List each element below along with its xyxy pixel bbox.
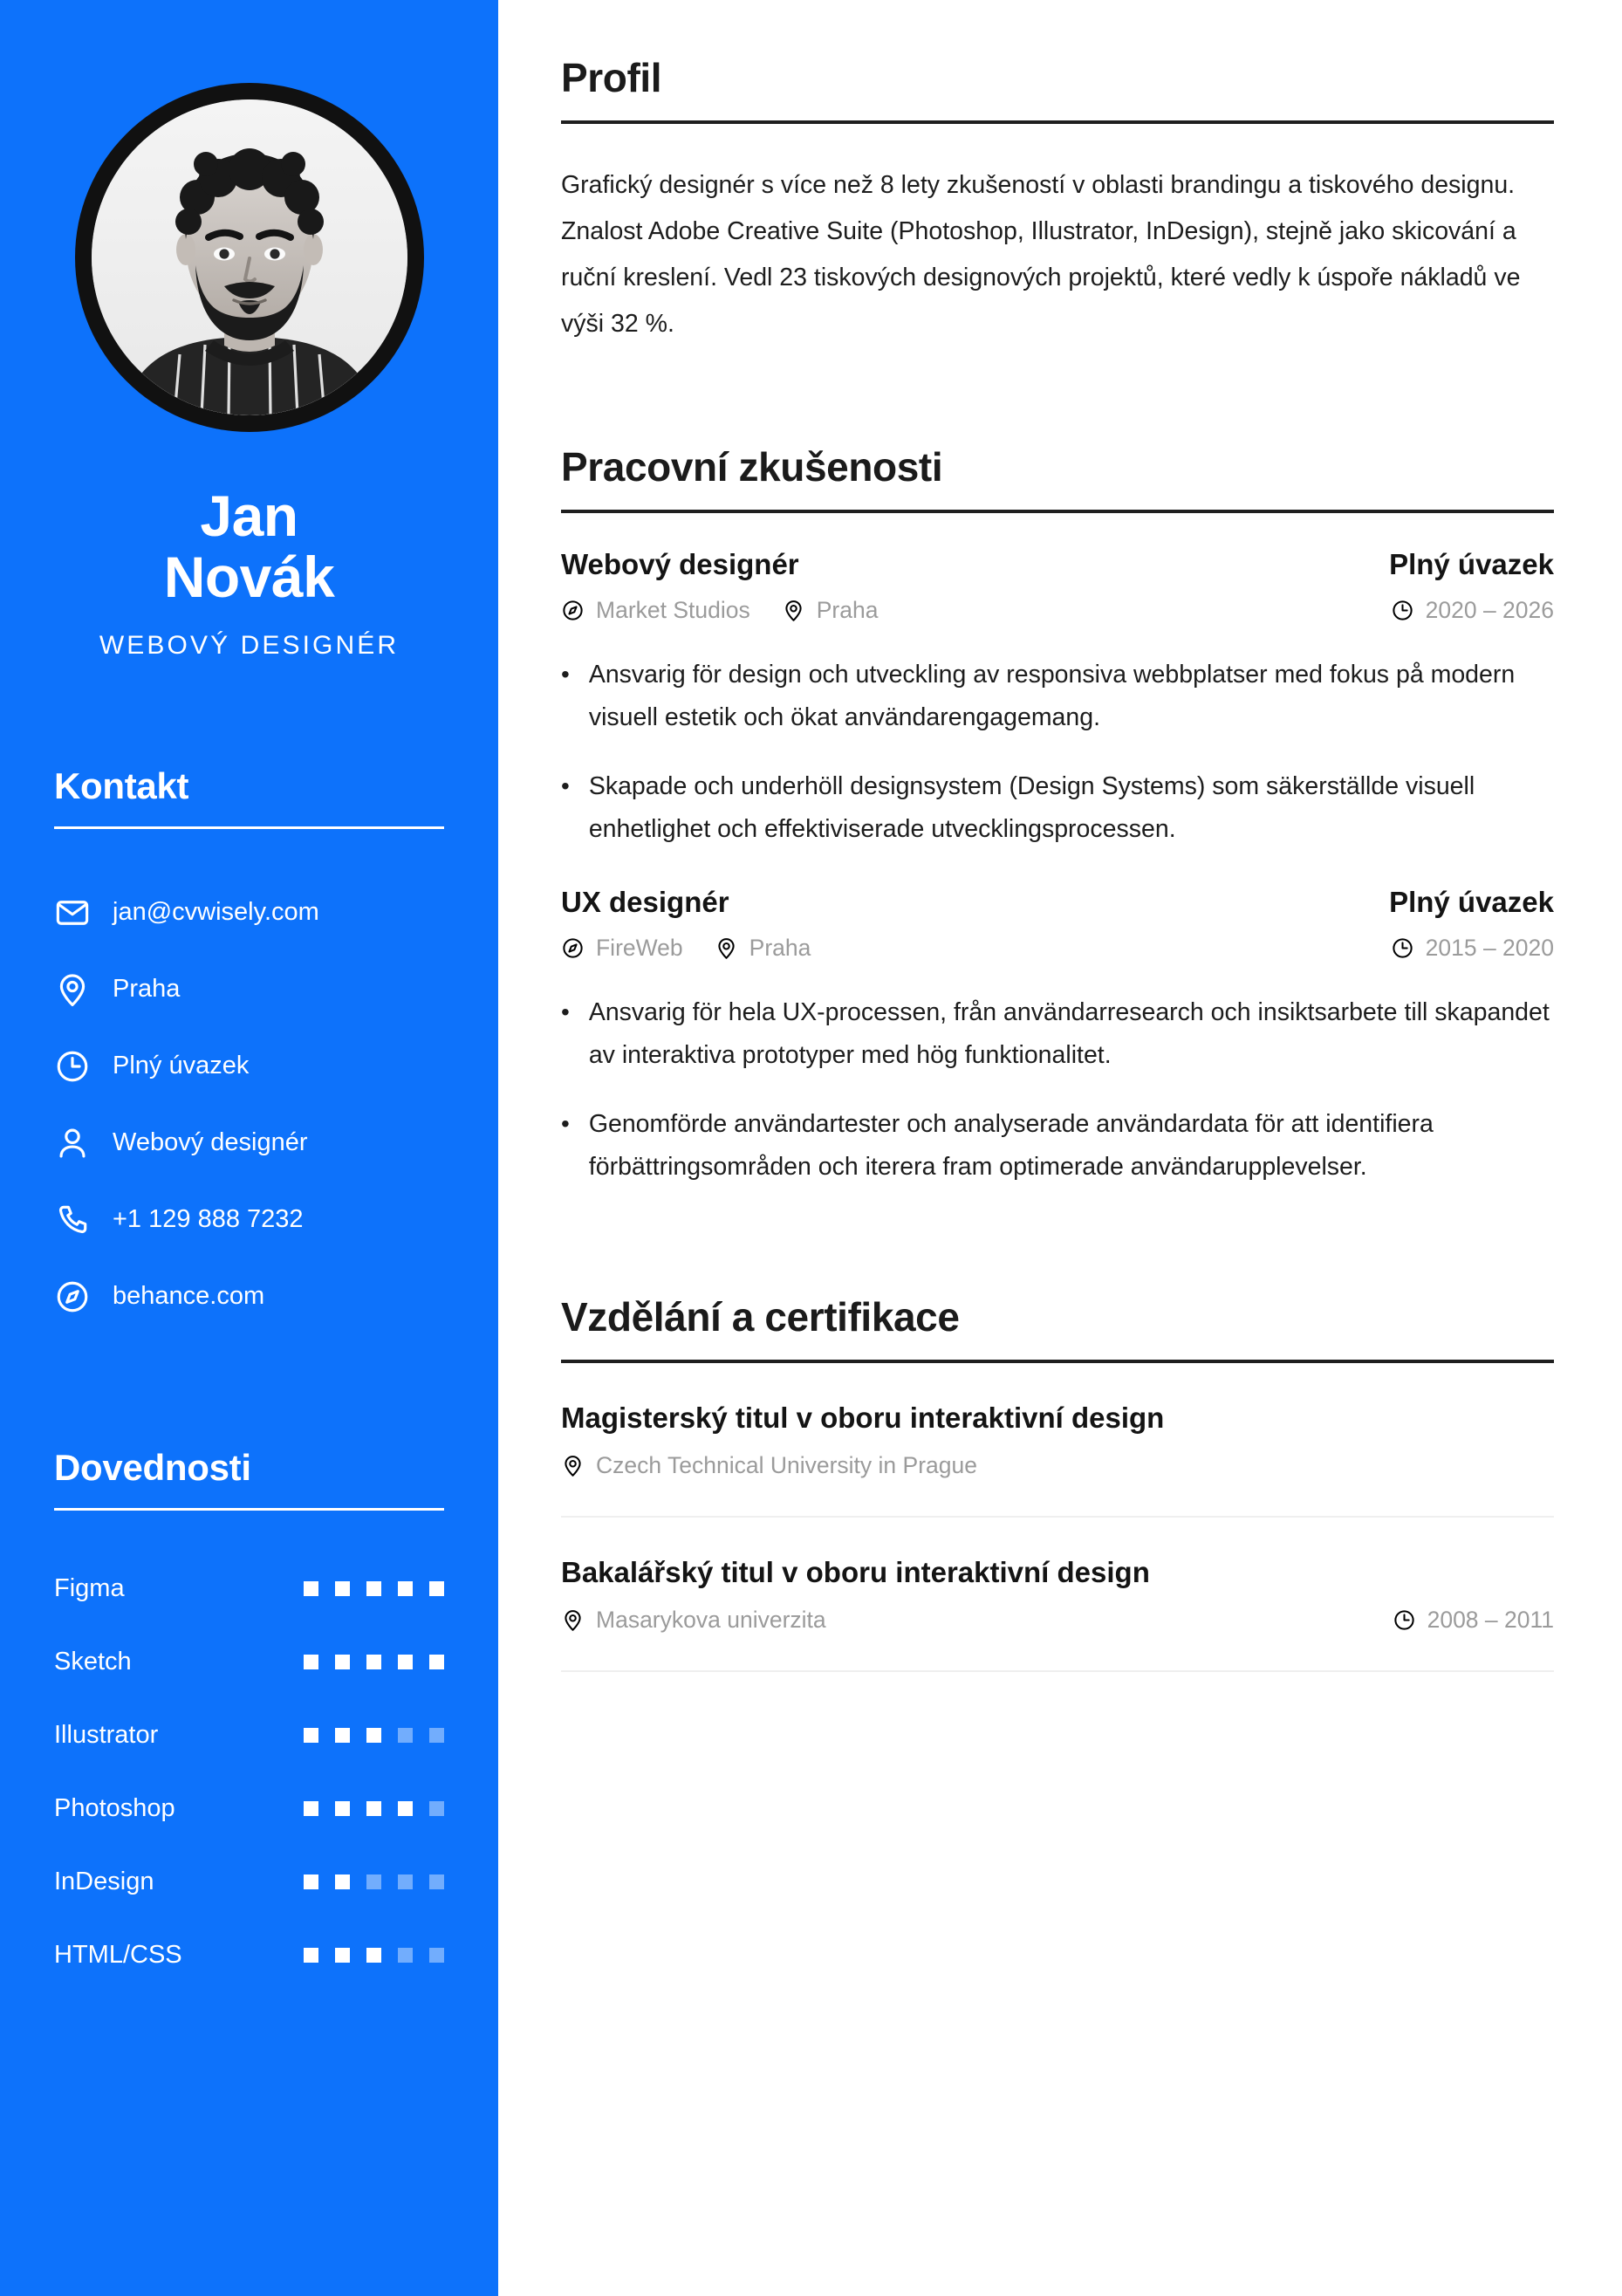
job-bullet [561,991,1554,1077]
skill-level-dot [335,1801,350,1816]
bullet-text: Ansvarig för design och utveckling av responsiva webbplatser med fokus på modern visuell estetik och ökat användarengagemang. [588,661,1516,732]
job-role: Webový designér [561,548,799,580]
skill-level-dot [398,1948,413,1963]
education-institution [561,1607,826,1634]
skill-item [54,1919,444,1992]
skill-name: InDesign [54,1868,154,1896]
skill-item [54,1772,444,1846]
job-meta-left [561,597,878,624]
education-title: Magisterský titul v oboru interaktivní design [561,1402,1165,1435]
job-company [561,935,683,962]
skill-level-dot [398,1728,413,1743]
contact-item[interactable] [54,1258,444,1335]
job-bullets [561,991,1554,1189]
headline-job-title: WEBOVÝ DESIGNÉR [99,630,400,660]
skill-item [54,1626,444,1699]
skill-item [54,1846,444,1919]
skill-item [54,1552,444,1626]
skill-name: Photoshop [54,1794,175,1823]
education-divider [561,1360,1554,1363]
job-company-name: FireWeb [596,935,683,962]
compass-icon [54,1278,91,1315]
skill-name: Figma [54,1574,125,1603]
compass-icon [561,936,585,960]
job-location-name: Praha [749,935,811,962]
skills-divider [54,1508,444,1511]
compass-icon [54,1278,91,1315]
bullet-marker: • [561,1110,570,1138]
profile-section [561,54,1554,347]
compass-icon [561,599,585,622]
skill-level-dot [335,1728,350,1743]
profile-divider [561,120,1554,124]
skill-level-dot [304,1874,318,1889]
location-icon [782,599,805,622]
skill-level-dot [335,1948,350,1963]
skill-rating [304,1655,444,1669]
job-employment-type: Plný úvazek [1389,886,1554,919]
avatar [92,99,407,415]
skill-item [54,1699,444,1772]
skill-level-dot [304,1581,318,1596]
skill-level-dot [398,1581,413,1596]
profile-text: Grafický designér s více než 8 lety zkušeností v oblasti brandingu a tiskového designu. Znalost Adobe Creative Suite (Photoshop, Illustrator, InDesign), stejně jako skicování a ruční kreslení. Vedl 23 tiskových designových projektů, které vedly k úspoře nákladů ve výši 32 %. [561,171,1521,338]
job-bullet [561,654,1554,739]
skills-list [54,1552,444,1992]
skill-level-dot [304,1948,318,1963]
job-company-name: Market Studios [596,597,750,623]
job-date-range: 2020 – 2026 [1425,597,1554,623]
contact-value: behance.com [113,1282,265,1311]
first-name: Jan [200,483,298,548]
job-location [782,597,879,624]
job-bullet [561,1103,1554,1189]
clock-icon [1391,599,1414,622]
education-item [561,1556,1554,1672]
skill-level-dot [304,1801,318,1816]
phone-icon [54,1202,91,1238]
skill-level-dot [335,1874,350,1889]
job-header [561,548,1554,581]
skills-heading: Dovednosti [54,1446,251,1488]
job-bullet [561,765,1554,851]
skill-rating [304,1728,444,1743]
skill-level-dot [366,1801,381,1816]
skill-level-dot [398,1874,413,1889]
experience-item [561,886,1554,1189]
location-icon [54,971,91,1008]
job-role: UX designér [561,886,729,919]
contact-value: Praha [113,975,181,1004]
location-icon [715,936,738,960]
bullet-marker: • [561,998,570,1026]
skill-level-dot [335,1581,350,1596]
job-company [561,597,750,624]
mail-icon [54,894,91,931]
experience-item [561,548,1554,851]
skill-level-dot [429,1948,444,1963]
contact-item[interactable] [54,1028,444,1105]
education-institution-name: Czech Technical University in Prague [596,1452,977,1479]
contact-divider [54,826,444,829]
name-block [54,483,444,661]
bullet-marker: • [561,772,570,800]
contact-item[interactable] [54,1182,444,1258]
education-meta [561,1607,1554,1634]
skill-level-dot [398,1801,413,1816]
skill-level-dot [429,1655,444,1669]
clock-icon [54,1048,91,1085]
education-item [561,1402,1554,1518]
contact-value: Plný úvazek [113,1052,250,1080]
person-icon [54,1125,91,1162]
education-section [561,1293,1554,1672]
education-institution-name: Masarykova univerzita [596,1607,826,1634]
skill-name: Illustrator [54,1721,159,1750]
portrait-photo [92,99,407,415]
skill-rating [304,1948,444,1963]
skill-level-dot [366,1728,381,1743]
job-date-range: 2015 – 2020 [1425,935,1554,962]
skill-level-dot [366,1655,381,1669]
skill-rating [304,1801,444,1816]
mail-icon [54,894,91,931]
sidebar [0,0,498,2296]
clock-icon [1393,1608,1416,1632]
contact-item[interactable] [54,874,444,951]
contact-list [54,874,444,1335]
skill-name: HTML/CSS [54,1941,182,1970]
skill-level-dot [335,1655,350,1669]
education-date-range: 2008 – 2011 [1427,1607,1554,1634]
education-item-divider [561,1516,1554,1518]
location-icon [561,1608,585,1632]
person-icon [54,1125,91,1162]
job-employment-type: Plný úvazek [1389,548,1554,580]
job-dates [1391,935,1554,962]
skill-level-dot [304,1728,318,1743]
skill-rating [304,1581,444,1596]
education-item-divider [561,1670,1554,1672]
phone-icon [54,1202,91,1238]
skill-level-dot [429,1581,444,1596]
bullet-text: Ansvarig för hela UX-processen, från användarresearch och insiktsarbete till skapandet av interaktiva prototyper med hög funktionalitet. [588,998,1550,1070]
contact-item[interactable] [54,1105,444,1182]
education-title: Bakalářský titul v oboru interaktivní design [561,1556,1150,1589]
job-location-name: Praha [816,597,879,623]
contact-value: Webový designér [113,1128,308,1157]
experience-section [561,443,1554,1189]
contact-value: jan@cvwisely.com [113,898,319,927]
education-dates [1393,1607,1554,1634]
contact-section [54,765,444,1335]
education-list [561,1402,1554,1672]
avatar-ring [75,83,424,432]
experience-heading: Pracovní zkušenosti [561,444,943,490]
job-bullets [561,654,1554,851]
spacer [561,1189,1554,1293]
bullet-text: Skapade och underhöll designsystem (Design Systems) som säkerställde visuell enhetlighet och effektiviserade utvecklingsprocessen. [588,772,1475,844]
profile-heading: Profil [561,55,662,100]
experience-divider [561,510,1554,513]
contact-item[interactable] [54,951,444,1028]
education-meta [561,1452,1554,1479]
skill-level-dot [429,1801,444,1816]
skill-level-dot [366,1948,381,1963]
last-name: Novák [163,544,335,609]
job-header [561,886,1554,919]
job-location [715,935,811,962]
skill-rating [304,1874,444,1889]
education-institution [561,1452,977,1479]
skill-level-dot [429,1728,444,1743]
skill-level-dot [429,1874,444,1889]
job-meta [561,935,1554,962]
spacer [561,347,1554,443]
clock-icon [1391,936,1414,960]
skill-level-dot [304,1655,318,1669]
avatar-container [54,83,444,432]
contact-value: +1 129 888 7232 [113,1205,304,1234]
jobs-list [561,548,1554,1189]
bullet-text: Genomförde användartester och analyserade användardata för att identifiera förbättringsområden och iterera fram optimerade användarupplevelser. [588,1110,1434,1182]
location-icon [561,1454,585,1477]
clock-icon [54,1048,91,1085]
skills-section [54,1447,444,1992]
job-dates [1391,597,1554,624]
skill-level-dot [366,1581,381,1596]
location-icon [54,971,91,1008]
skill-level-dot [398,1655,413,1669]
contact-heading: Kontakt [54,764,189,806]
job-meta [561,597,1554,624]
main-column [498,0,1622,2296]
bullet-marker: • [561,661,570,688]
skill-name: Sketch [54,1648,132,1676]
job-meta-left [561,935,811,962]
skill-level-dot [366,1874,381,1889]
education-heading: Vzdělání a certifikace [561,1294,960,1340]
